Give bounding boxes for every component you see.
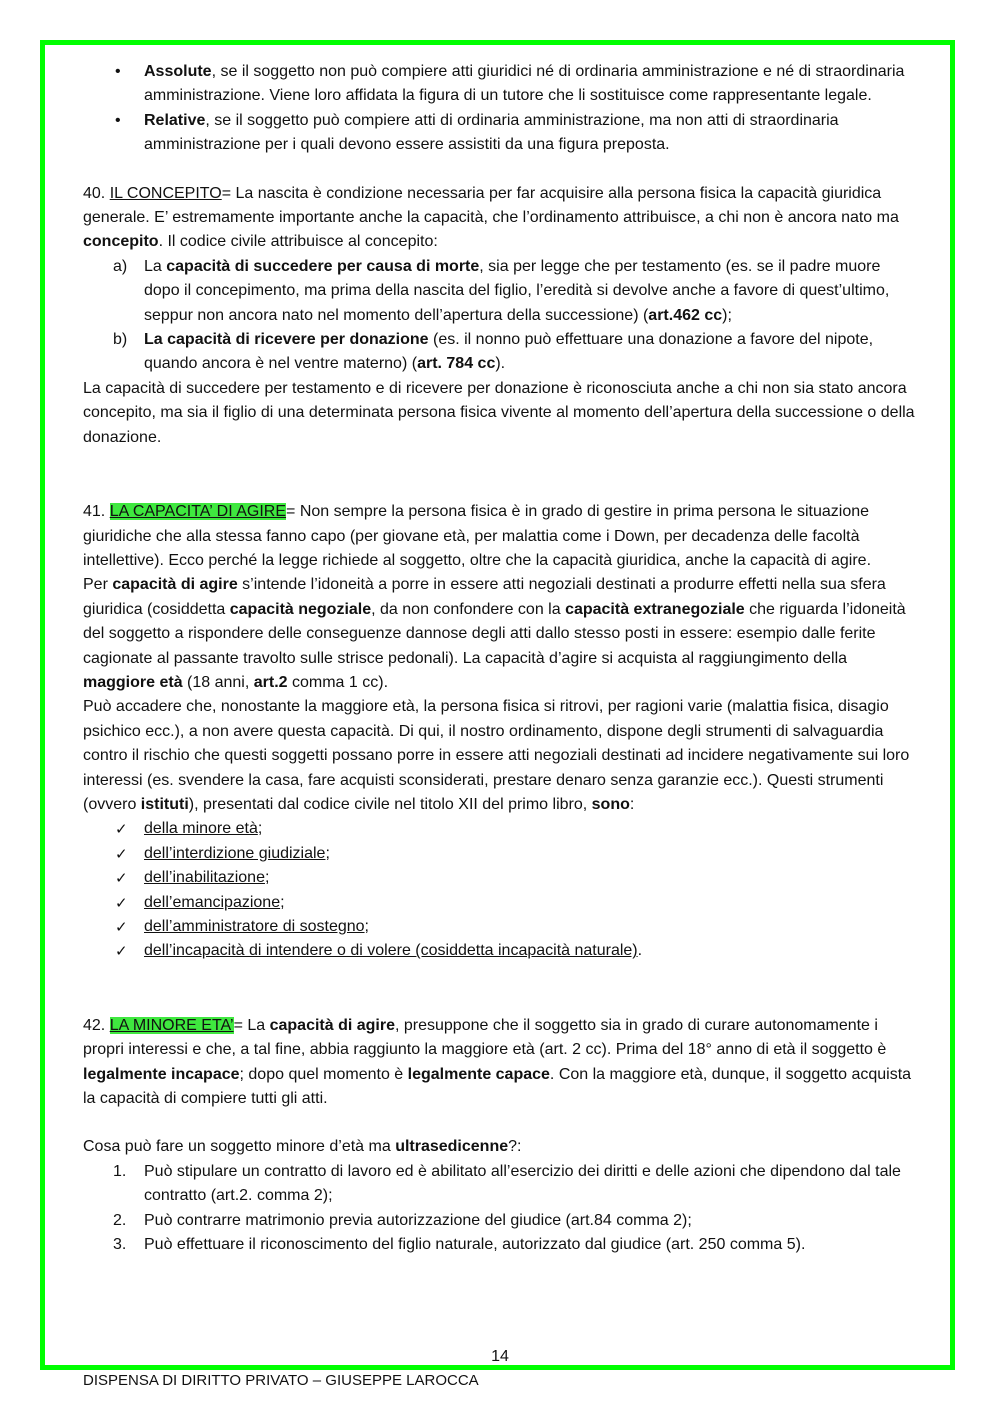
list-item: • Assolute, se il soggetto non può compiere atti giuridici né di ordinaria amministrazione e né di straordinaria amministrazione. Viene loro affidata la figura di un tutore che li sostituisce come rappresentante legale.	[83, 60, 918, 109]
list-item: ✓ dell’amministratore di sostegno;	[83, 915, 918, 939]
section-40-intro: 40. IL CONCEPITO= La nascita è condizione necessaria per far acquisire alla persona fisica la capacità giuridica generale. E’ estremamente importante anche la capacità, che l’ordinamento attribuisce, a chi non è ancora nato ma concepito. Il codice civile attribuisce al concepito:	[83, 184, 899, 251]
checkmark-icon: ✓	[115, 844, 128, 863]
checkmark-icon: ✓	[115, 820, 128, 839]
list-item: 1. Può stipulare un contratto di lavoro ed è abilitato all’esercizio dei diritti e delle azioni che dipendono dal tale contratto (art.2. comma 2);	[113, 1162, 901, 1205]
section-42-question: Cosa può fare un soggetto minore d’età ma ultrasedicenne?:	[83, 1138, 522, 1156]
section-42-title: LA MINORE ETA’	[109, 1016, 234, 1034]
list-item: ✓ della minore età;	[83, 817, 918, 841]
page-number: 14	[491, 1348, 509, 1365]
section-42-intro: 42. LA MINORE ETA’= La capacità di agire, presuppone che il soggetto sia in grado di curare autonomamente i propri interessi e che, a tal fine, abbia raggiunto la maggiore età (art. 2 cc). Prima del 18° anno di età il soggetto è legalmente incapace; dopo quel momento è legalmente capace. Con la maggiore età, dunque, il soggetto acquista la capacità di compiere tutti gli atti.	[83, 1016, 912, 1108]
document-body	[83, 60, 918, 1257]
section-40-title: IL CONCEPITO	[109, 184, 222, 202]
concepito-capacities-list	[83, 255, 918, 377]
list-item: • Relative, se il soggetto può compiere atti di ordinaria amministrazione, ma non atti di straordinaria amministrazione per i quali devono essere assistiti da una figura preposta.	[83, 109, 918, 158]
incapacity-types-list	[83, 60, 918, 158]
checkmark-icon: ✓	[115, 869, 128, 888]
list-item: ✓ dell’incapacità di intendere o di volere (cosiddetta incapacità naturale).	[83, 939, 918, 963]
bullet-icon: •	[115, 63, 121, 80]
bullet-icon: •	[115, 111, 121, 129]
section-41-paragraph: Può accadere che, nonostante la maggiore età, la persona fisica si ritrovi, per ragioni varie (malattia fisica, disagio psichico ecc.), a non avere questa capacità. Di qui, il nostro ordinamento, dispone degli strumenti di salvaguardia contro il rischio che questi soggetti possano porre in essere atti negoziali destinati ad incidere negativamente sui loro interessi (es. svendere la casa, fare acquisti sconsiderati, prestare denaro senza garanzie ecc.). Questi strumenti (ovvero istituti), presentati dal codice civile nel titolo XII del primo libro, sono:	[83, 698, 910, 813]
section-41-intro: 41. LA CAPACITA’ DI AGIRE= Non sempre la persona fisica è in grado di gestire in prima persona le situazione giuridiche che alla stessa fanno capo (per giovane età, per malattia come i Down, per decadenza delle facoltà intellettive). Ecco perché la legge richiede al soggetto, oltre che la capacità giuridica, anche la capacità di agire.	[83, 503, 872, 569]
minor-rights-list	[83, 1160, 918, 1258]
institutes-checklist	[83, 817, 918, 963]
checkmark-icon: ✓	[115, 918, 128, 936]
section-41-title: LA CAPACITA’ DI AGIRE	[109, 503, 287, 521]
section-40-paragraph: La capacità di succedere per testamento e di ricevere per donazione è riconosciuta anche a chi non sia stato ancora concepito, ma sia il figlio di una determinata persona fisica vivente al momento dell’apertura della successione o della donazione.	[83, 379, 915, 446]
list-item: 3. Può effettuare il riconoscimento del figlio naturale, autorizzato dal giudice (art. 250 comma 5).	[113, 1236, 806, 1254]
list-item: b) La capacità di ricevere per donazione (es. il nonno può effettuare una donazione a favore del nipote, quando ancora è nel ventre materno) (art. 784 cc).	[113, 331, 874, 373]
checkmark-icon: ✓	[115, 942, 128, 961]
list-item: a) La capacità di succedere per causa di morte, sia per legge che per testamento (es. se il padre muore dopo il concepimento, ma prima della nascita del figlio, l’eredità si devolve anche a favore di quest’ultimo, seppur non ancora nato nel momento dell’apertura della successione) (art.462 cc);	[113, 257, 890, 324]
checkmark-icon: ✓	[115, 893, 128, 912]
list-item: ✓ dell’emancipazione;	[83, 891, 918, 915]
list-item: ✓ dell’interdizione giudiziale;	[83, 842, 918, 866]
page-footer: DISPENSA DI DIRITTO PRIVATO – GIUSEPPE LAROCCA	[83, 1372, 479, 1389]
list-item: 2. Può contrarre matrimonio previa autorizzazione del giudice (art.84 comma 2);	[113, 1211, 692, 1229]
section-41-definition: Per capacità di agire s’intende l’idoneità a porre in essere atti negoziali destinati a produrre effetti nella sua sfera giuridica (cosiddetta capacità negoziale, da non confondere con la capacità extranegoziale che riguarda l’idoneità del soggetto a rispondere delle conseguenze dannose degli atti dallo stesso posti in essere: esempio dalle ferite cagionate al passante travolto sulle strisce pedonali). La capacità d’agire si acquista al raggiungimento della maggiore età (18 anni, art.2 comma 1 cc).	[83, 576, 906, 691]
list-item: ✓ dell’inabilitazione;	[83, 866, 918, 890]
